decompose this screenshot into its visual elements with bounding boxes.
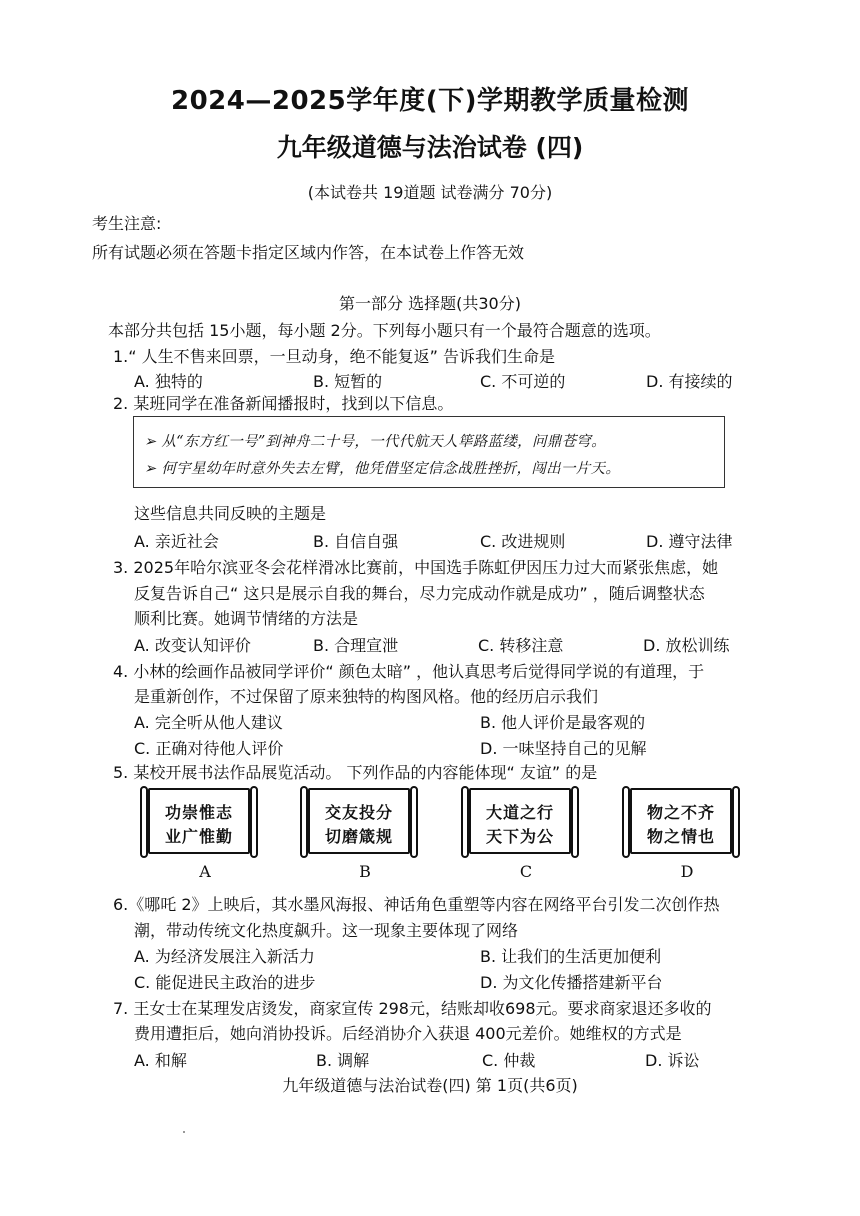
scroll-a-line-1: 功崇惟志	[164, 803, 233, 822]
page-footer: 九年级道德与法治试卷(四) 第 1页(共6页)	[282, 1076, 578, 1095]
q4-line-1: 4. 小林的绘画作品被同学评价“ 颜色太暗” ，他认真思考后觉得同学说的有道理，于	[113, 662, 705, 681]
q3-option-b: B. 合理宣泄	[313, 636, 399, 655]
q7-line-1: 7. 王女士在某理发店烫发，商家宣传 298元，结账却收698元。要求商家退还多收的	[113, 999, 712, 1018]
q6-line-2: 潮，带动传统文化热度飙升。这一现象主要体现了网络	[134, 921, 519, 940]
q2-question: 这些信息共同反映的主题是	[134, 504, 327, 523]
q2-info-box	[133, 416, 725, 488]
scroll-b-letter: B	[359, 862, 371, 881]
calligraphy-scroll-b	[300, 786, 418, 858]
calligraphy-scroll-d	[622, 786, 740, 858]
exam-subtitle: 九年级道德与法治试卷 (四)	[276, 133, 584, 162]
q6-option-c: C. 能促进民主政治的进步	[134, 973, 316, 992]
part1-heading: 第一部分 选择题(共30分)	[339, 294, 521, 313]
q6-line-1: 6.《哪吒 2》上映后，其水墨风海报、神话角色重塑等内容在网络平台引发二次创作热	[113, 895, 720, 914]
calligraphy-scroll-a	[140, 786, 258, 858]
exam-note: (本试卷共 19道题 试卷满分 70分)	[307, 183, 553, 202]
q3-line-2: 反复告诉自己“ 这只是展示自我的舞台，尽力完成动作就是成功” ，随后调整状态	[134, 584, 705, 603]
scroll-d-line-2: 物之情也	[646, 827, 715, 846]
q7-option-d: D. 诉讼	[645, 1051, 700, 1070]
scroll-d-line-1: 物之不齐	[646, 803, 715, 822]
scroll-a-letter: A	[199, 862, 211, 881]
q3-option-d: D. 放松训练	[643, 636, 730, 655]
q4-option-c: C. 正确对待他人评价	[134, 739, 284, 758]
q7-option-b: B. 调解	[316, 1051, 370, 1070]
q2-option-a: A. 亲近社会	[134, 532, 219, 551]
q6-option-d: D. 为文化传播搭建新平台	[480, 973, 663, 992]
q3-option-a: A. 改变认知评价	[134, 636, 251, 655]
q5-stem: 5. 某校开展书法作品展览活动。 下列作品的内容能体现“ 友谊” 的是	[113, 763, 598, 782]
q4-option-b: B. 他人评价是最客观的	[480, 713, 646, 732]
scroll-c-line-2: 天下为公	[485, 827, 554, 846]
q2-info-line-1: ➢ 从“东方红一号”到神舟二十号，一代代航天人筚路蓝缕，问鼎苍穹。	[144, 434, 606, 450]
scroll-c-line-1: 大道之行	[485, 803, 554, 822]
scroll-b-line-1: 交友投分	[324, 803, 393, 822]
q1-stem: 1.“ 人生不售来回票，一旦动身，绝不能复返” 告诉我们生命是	[113, 347, 556, 366]
notice-label: 考生注意:	[92, 214, 162, 233]
q7-option-c: C. 仲裁	[482, 1051, 536, 1070]
q3-option-c: C. 转移注意	[478, 636, 564, 655]
part1-instructions: 本部分共包括 15小题，每小题 2分。下列每小题只有一个最符合题意的选项。	[108, 321, 661, 340]
q7-line-2: 费用遭拒后，她向消协投诉。后经消协介入获退 400元差价。她维权的方式是	[134, 1024, 682, 1043]
q2-info-line-2: ➢ 何宇星幼年时意外失去左臂，他凭借坚定信念战胜挫折，闯出一片天。	[144, 461, 621, 477]
q3-line-1: 3. 2025年哈尔滨亚冬会花样滑冰比赛前，中国选手陈虹伊因压力过大而紧张焦虑，她	[113, 558, 719, 577]
q4-option-a: A. 完全听从他人建议	[134, 713, 283, 732]
q2-option-b: B. 自信自强	[313, 532, 399, 551]
scroll-c-letter: C	[519, 862, 533, 881]
exam-title: 2024—2025学年度(下)学期教学质量检测	[171, 86, 689, 116]
q2-stem: 2. 某班同学在准备新闻播报时，找到以下信息。	[113, 394, 454, 413]
q6-option-b: B. 让我们的生活更加便利	[480, 947, 662, 966]
q4-line-2: 是重新创作，不过保留了原来独特的构图风格。他的经历启示我们	[134, 687, 599, 706]
q2-option-c: C. 改进规则	[480, 532, 566, 551]
scroll-b-line-2: 切磨箴规	[324, 827, 393, 846]
scroll-d-letter: D	[680, 862, 694, 881]
q6-option-a: A. 为经济发展注入新活力	[134, 947, 315, 966]
q2-option-d: D. 遵守法律	[646, 532, 733, 551]
q1-option-d: D. 有接续的	[646, 372, 733, 391]
q1-option-c: C. 不可逆的	[480, 372, 566, 391]
notice-text: 所有试题必须在答题卡指定区域内作答，在本试卷上作答无效	[92, 243, 525, 262]
q3-line-3: 顺利比赛。她调节情绪的方法是	[134, 609, 359, 628]
scan-speck	[183, 1131, 185, 1133]
calligraphy-scroll-c	[461, 786, 579, 858]
scroll-a-line-2: 业广惟勤	[164, 827, 233, 846]
q1-option-b: B. 短暂的	[313, 372, 383, 391]
q4-option-d: D. 一味坚持自己的见解	[480, 739, 647, 758]
q1-option-a: A. 独特的	[134, 372, 203, 391]
q7-option-a: A. 和解	[134, 1051, 187, 1070]
